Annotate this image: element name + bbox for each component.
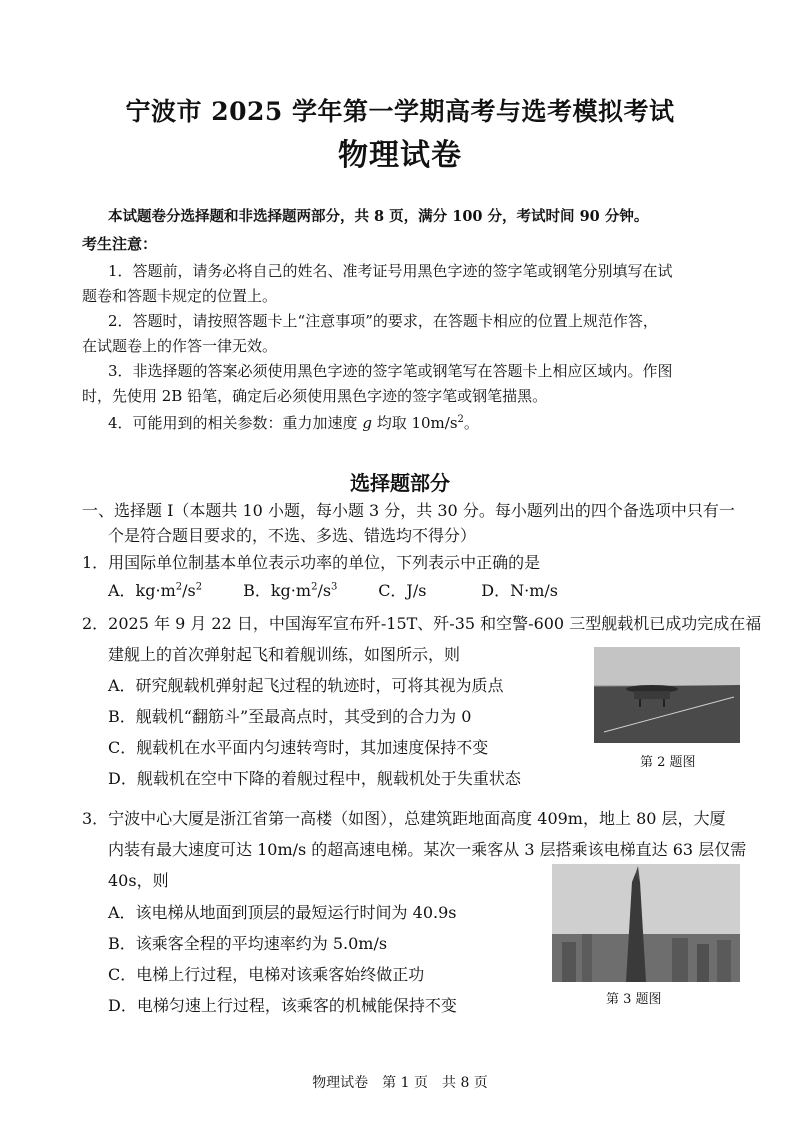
page-footer: 物理试卷 第 1 页 共 8 页 — [312, 1075, 488, 1091]
notice-item2-line1: 2．答题时，请按照答题卡上“注意事项”的要求，在答题卡相应的位置上规范作答， — [108, 312, 658, 330]
q2-option-c: C．舰载机在水平面内匀速转弯时，其加速度保持不变 — [108, 738, 489, 757]
notice-item4-sup: 2 — [457, 414, 464, 425]
part1-heading-line1: 一、选择题 Ⅰ（本题共 10 小题，每小题 3 分，共 30 分。每小题列出的四个备选项中只有一 — [82, 501, 735, 520]
notice-heading: 考生注意： — [82, 235, 158, 253]
q1-option-d: D．N·m/s — [481, 581, 558, 600]
q2-option-a: A．研究舰载机弹射起飞过程的轨迹时，可将其视为质点 — [108, 676, 504, 695]
q1-stem: 1．用国际单位制基本单位表示功率的单位，下列表示中正确的是 — [82, 553, 541, 572]
notice-item2-line2: 在试题卷上的作答一律无效。 — [82, 337, 278, 355]
q1-options — [108, 578, 558, 601]
q3-stem-line2: 内装有最大速度可达 10m/s 的超高速电梯。某次一乘客从 3 层搭乘该电梯直达 63 层仅需 — [108, 840, 747, 859]
notice-item3-line1: 3．非选择题的答案必须使用黑色字迹的签字笔或钢笔写在答题卡上相应区域内。作图 — [108, 362, 673, 380]
notice-item4-prefix: 4．可能用到的相关参数：重力加速度 — [108, 414, 363, 432]
q3-option-d: D．电梯匀速上行过程，该乘客的机械能保持不变 — [108, 996, 457, 1015]
q3-option-c: C．电梯上行过程，电梯对该乘客始终做正功 — [108, 965, 425, 984]
notice-item1-line1: 1．答题前，请务必将自己的姓名、准考证号用黑色字迹的签字笔或钢笔分别填写在试 — [108, 262, 673, 280]
gravity-symbol: g — [362, 414, 372, 432]
notice-item3-line2: 时，先使用 2B 铅笔，确定后必须使用黑色字迹的签字笔或钢笔描黑。 — [82, 387, 548, 405]
q1-option-c: C．J/s — [378, 581, 427, 600]
exam-subtitle: 物理试卷 — [338, 138, 462, 173]
skyline-image-icon — [552, 864, 740, 982]
notice-item4 — [108, 412, 479, 433]
exam-intro: 本试题卷分选择题和非选择题两部分，共 8 页，满分 100 分，考试时间 90 分钟。 — [108, 208, 649, 225]
q3-option-b: B．该乘客全程的平均速率约为 5.0m/s — [108, 934, 388, 953]
q2-stem-line2: 建舰上的首次弹射起飞和着舰训练，如图所示，则 — [108, 645, 461, 664]
exam-title: 宁波市 2025 学年第一学期高考与选考模拟考试 — [125, 97, 675, 126]
q3-stem-line1: 3．宁波中心大厦是浙江省第一高楼（如图），总建筑距地面高度 409m，地上 80 层，大厦 — [82, 809, 726, 828]
notice-item1-line2: 题卷和答题卡规定的位置上。 — [82, 287, 278, 305]
carrier-aircraft-photo — [594, 647, 740, 743]
q3-stem-line3: 40s，则 — [108, 871, 169, 890]
q2-stem-line1: 2．2025 年 9 月 22 日，中国海军宣布歼-15T、歼-35 和空警-600 三型舰载机已成功完成在福 — [82, 614, 762, 633]
aircraft-image-icon — [594, 647, 740, 743]
q3-option-a: A．该电梯从地面到顶层的最短运行时间为 40.9s — [108, 903, 457, 922]
q2-figure-caption: 第 2 题图 — [640, 755, 696, 770]
q3-figure-caption: 第 3 题图 — [606, 992, 662, 1007]
q2-option-d: D．舰载机在空中下降的着舰过程中，舰载机处于失重状态 — [108, 769, 521, 788]
part1-heading-line2: 个是符合题目要求的，不选、多选、错选均不得分） — [108, 526, 477, 545]
ningbo-tower-photo — [552, 864, 740, 982]
q1-option-b: B．$kg\cdot m^2/s^3$ — [243, 581, 338, 600]
q1-option-a: A．$kg\cdot m^2/s^2$ — [108, 581, 203, 600]
notice-item4-end: 。 — [463, 414, 479, 432]
section-title: 选择题部分 — [350, 471, 450, 495]
notice-item4-mid: 均取 10m/s — [371, 414, 458, 432]
q2-option-b: B．舰载机“翻筋斗”至最高点时，其受到的合力为 0 — [108, 707, 472, 726]
